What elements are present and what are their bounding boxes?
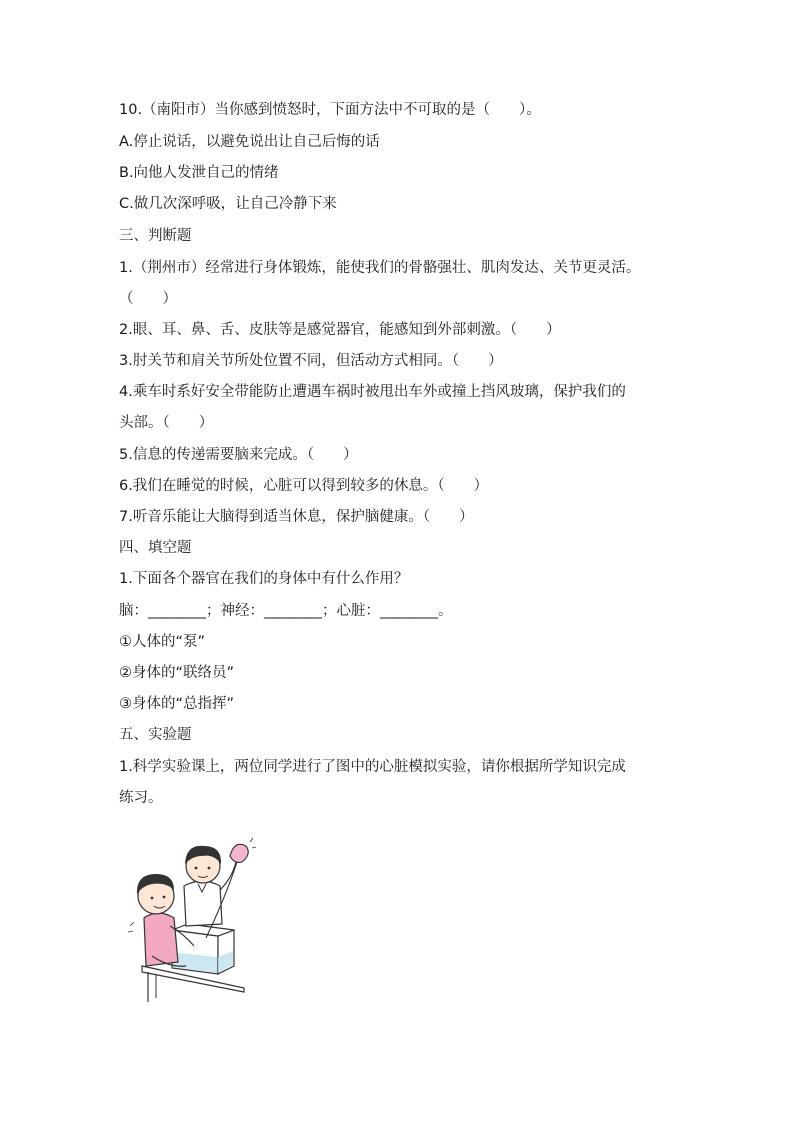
judge-item-3: 3.肘关节和肩关节所处位置不同，但活动方式相同。（ ）	[119, 353, 503, 369]
option-a: A.停止说话，以避免说出让自己后悔的话	[119, 134, 380, 150]
boy-standing	[184, 838, 256, 938]
option-b: B.向他人发泄自己的情绪	[119, 165, 279, 181]
fill-blanks-line: 脑：________；神经：________；心脏：________。	[119, 603, 453, 619]
fill-choice-2: ②身体的“联络员”	[119, 665, 235, 681]
section-heading-fill-blank: 四、填空题	[119, 540, 192, 556]
heart-experiment-illustration	[122, 826, 256, 1006]
judge-item-4: 4.乘车时系好安全带能防止遭遇车祸时被甩出车外或撞上挡风玻璃，保护我们的	[119, 384, 626, 400]
judge-item-6: 6.我们在睡觉的时候，心脏可以得到较多的休息。（ ）	[119, 478, 489, 494]
judge-item-5: 5.信息的传递需要脑来完成。（ ）	[119, 447, 358, 463]
question-10: 10.（南阳市）当你感到愤怒时，下面方法中不可取的是（ ）。	[119, 102, 541, 118]
fill-choice-1: ①人体的“泵”	[119, 634, 206, 650]
judge-item-1-bracket: （ ）	[119, 291, 177, 307]
judge-item-2: 2.眼、耳、鼻、舌、皮肤等是感觉器官，能感知到外部刺激。（ ）	[119, 322, 561, 338]
judge-item-4-cont: 头部。（ ）	[119, 415, 214, 431]
section-heading-experiment: 五、实验题	[119, 727, 192, 743]
experiment-item-1: 1.科学实验课上，两位同学进行了图中的心脏模拟实验，请你根据所学知识完成	[119, 759, 626, 775]
option-c: C.做几次深呼吸，让自己冷静下来	[119, 196, 337, 212]
fill-choice-3: ③身体的“总指挥”	[119, 696, 235, 712]
judge-item-7: 7.听音乐能让大脑得到适当休息，保护脑健康。（ ）	[119, 509, 474, 525]
experiment-item-1-cont: 练习。	[119, 790, 163, 806]
rubber-bulb	[230, 844, 248, 862]
fill-item-1: 1.下面各个器官在我们的身体中有什么作用？	[119, 571, 409, 587]
section-heading-true-false: 三、判断题	[119, 228, 192, 244]
judge-item-1: 1.（荆州市）经常进行身体锻炼，能使我们的骨骼强壮、肌肉发达、关节更灵活。	[119, 260, 641, 276]
